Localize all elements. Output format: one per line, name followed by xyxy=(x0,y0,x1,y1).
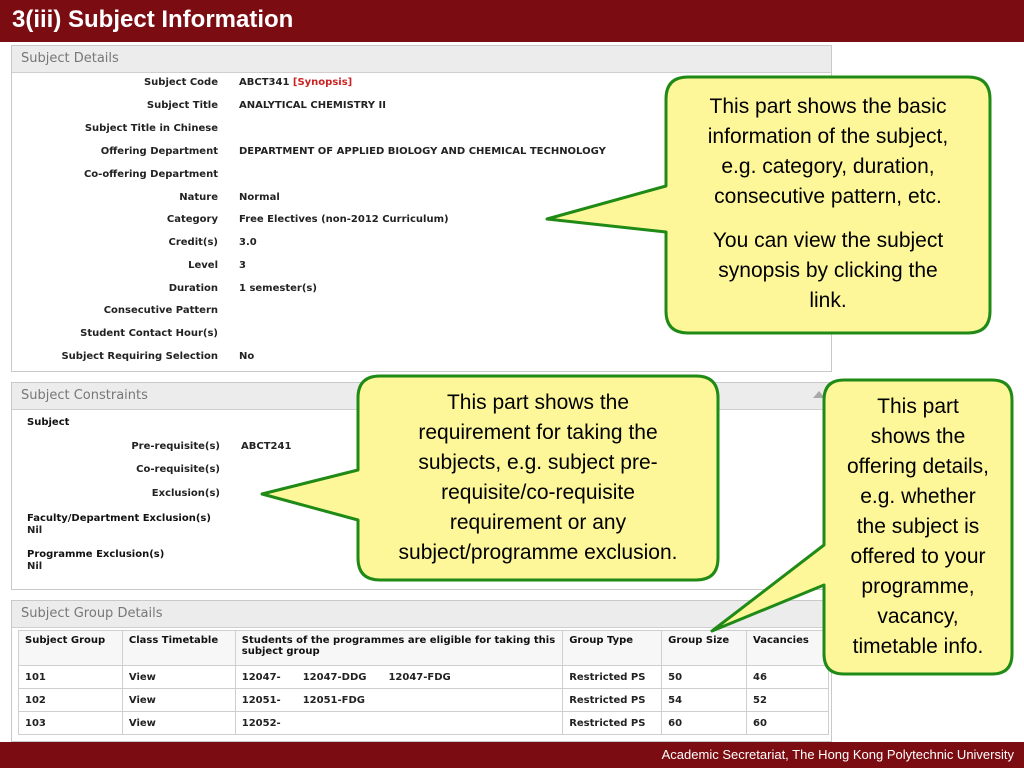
callout-offering-line: offered to your xyxy=(850,545,986,568)
constraints-subject-heading: Subject xyxy=(27,417,70,428)
programme-code: 12052- xyxy=(241,717,281,729)
callout-constraints-line: requirement for taking the xyxy=(418,421,658,444)
group-size-cell: 54 xyxy=(662,689,747,712)
programme-code: 12047- xyxy=(241,671,281,683)
corequisite-label: Co-requisite(s) xyxy=(136,464,220,475)
callout-constraints-text xyxy=(360,388,716,568)
callout-constraints-line: subjects, e.g. subject pre- xyxy=(418,451,658,474)
col-subject-group: Subject Group xyxy=(19,631,123,666)
timetable-view-link[interactable]: View xyxy=(122,689,235,712)
vacancies-cell: 46 xyxy=(747,666,829,689)
callout-details-line: information of the subject, xyxy=(707,125,949,148)
callout-constraints-line: requirement or any xyxy=(449,511,627,534)
detail-label: Consecutive Pattern xyxy=(103,305,218,316)
synopsis-link[interactable]: [Synopsis] xyxy=(292,77,353,88)
callout-details-line: You can view the subject xyxy=(712,229,944,252)
callout-details-line: link. xyxy=(809,289,847,312)
col-group-type: Group Type xyxy=(563,631,662,666)
detail-label: Subject Title in Chinese xyxy=(84,123,218,134)
vacancies-cell: 52 xyxy=(747,689,829,712)
faculty-exclusion-value: Nil xyxy=(27,525,43,536)
footer-bar xyxy=(0,742,1024,768)
detail-value: DEPARTMENT OF APPLIED BIOLOGY AND CHEMICAL TECHNOLOGY xyxy=(239,146,606,157)
col-class-timetable: Class Timetable xyxy=(122,631,235,666)
group-cell: 103 xyxy=(19,712,123,735)
programme-code: 12047-FDG xyxy=(388,671,451,683)
detail-label: Level xyxy=(188,260,218,271)
faculty-exclusion-label: Faculty/Department Exclusion(s) xyxy=(27,513,211,524)
timetable-view-link[interactable]: View xyxy=(122,666,235,689)
programme-code: 12051-FDG xyxy=(302,694,365,706)
detail-value: 3 xyxy=(239,260,246,271)
subject-details-title: Subject Details xyxy=(21,51,119,66)
callout-offering-line: programme, xyxy=(861,575,975,598)
callout-details-line: e.g. category, duration, xyxy=(721,155,935,178)
group-size-cell: 50 xyxy=(662,666,747,689)
detail-value: Free Electives (non-2012 Curriculum) xyxy=(239,214,449,225)
group-cell: 102 xyxy=(19,689,123,712)
detail-label: Subject Title xyxy=(146,100,218,111)
callout-offering-line: the subject is xyxy=(856,515,980,538)
subject-constraints-title: Subject Constraints xyxy=(21,388,148,403)
callout-details-line: synopsis by clicking the xyxy=(718,259,938,282)
group-type-cell: Restricted PS xyxy=(563,689,662,712)
callout-constraints-line: subject/programme exclusion. xyxy=(398,541,678,564)
footer-text: Academic Secretariat, The Hong Kong Polytechnic University xyxy=(661,747,1014,762)
detail-value: Normal xyxy=(239,192,280,203)
col-group-size: Group Size xyxy=(662,631,747,666)
detail-label: Subject Requiring Selection xyxy=(61,351,218,362)
callout-offering-line: shows the xyxy=(870,425,966,448)
detail-value: 3.0 xyxy=(239,237,257,248)
slide-title: 3(iii) Subject Information xyxy=(12,6,294,33)
detail-value: ANALYTICAL CHEMISTRY II xyxy=(239,100,386,111)
detail-label: Category xyxy=(166,214,218,225)
col-vacancies: Vacancies xyxy=(747,631,829,666)
detail-label: Duration xyxy=(168,283,218,294)
subject-code-value: ABCT341 xyxy=(239,77,290,88)
detail-label: Offering Department xyxy=(100,146,218,157)
callout-constraints-line: This part shows the xyxy=(446,391,630,414)
detail-label: Subject Code xyxy=(143,77,218,88)
vacancies-cell: 60 xyxy=(747,712,829,735)
callout-offering-line: offering details, xyxy=(846,455,990,478)
exclusion-label: Exclusion(s) xyxy=(151,488,220,499)
callout-offering-line: This part xyxy=(877,395,959,418)
detail-value: 1 semester(s) xyxy=(239,283,317,294)
prerequisite-label: Pre-requisite(s) xyxy=(131,441,220,452)
group-type-cell: Restricted PS xyxy=(563,712,662,735)
detail-label: Nature xyxy=(179,192,218,203)
callout-offering-line: vacancy, xyxy=(877,605,959,628)
programme-exclusion-label: Programme Exclusion(s) xyxy=(27,549,165,560)
callout-constraints-line: requisite/co-requisite xyxy=(441,481,635,504)
group-cell: 101 xyxy=(19,666,123,689)
subject-group-title: Subject Group Details xyxy=(21,606,163,621)
callout-details-line: This part shows the basic xyxy=(709,95,947,118)
programme-code: 12047-DDG xyxy=(302,671,367,683)
prerequisite-value: ABCT241 xyxy=(241,441,292,452)
group-type-cell: Restricted PS xyxy=(563,666,662,689)
detail-label: Credit(s) xyxy=(168,237,218,248)
programme-code: 12051- xyxy=(241,694,281,706)
detail-label: Student Contact Hour(s) xyxy=(80,328,218,339)
callout-offering-line: timetable info. xyxy=(852,635,984,658)
detail-value: No xyxy=(239,351,255,362)
timetable-view-link[interactable]: View xyxy=(122,712,235,735)
col-eligible-programmes: Students of the programmes are eligible for taking this subject group xyxy=(235,631,562,666)
callout-details-line: consecutive pattern, etc. xyxy=(714,185,942,208)
callout-offering-line: e.g. whether xyxy=(860,485,976,508)
detail-label: Co-offering Department xyxy=(83,169,218,180)
group-size-cell: 60 xyxy=(662,712,747,735)
callout-offering-text xyxy=(826,392,1010,662)
callout-details-text xyxy=(670,92,986,316)
programme-exclusion-value: Nil xyxy=(27,561,43,572)
